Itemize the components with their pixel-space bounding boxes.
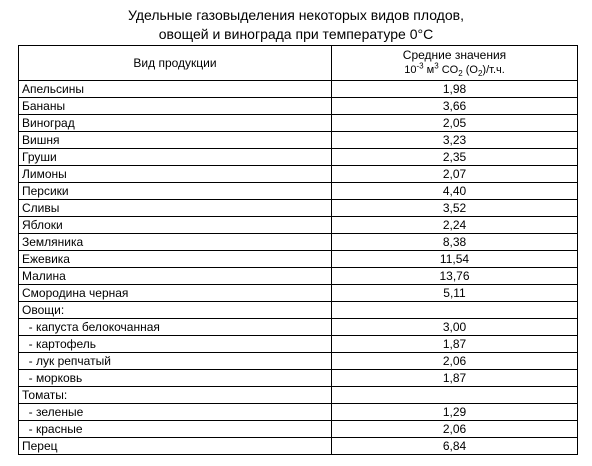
average-value-cell: 13,76 [332,268,578,285]
average-value-cell: 6,84 [332,438,578,455]
average-value-cell: 1,87 [332,370,578,387]
header-unit: $10^{-3}$ $м^3$ $CO_2$ $(O_2)/т.ч$. [404,61,505,79]
product-name-cell: - зеленые [19,404,332,421]
average-value-cell: 2,06 [332,421,578,438]
average-value-cell: 1,29 [332,404,578,421]
table-row [19,98,578,115]
table-row [19,268,578,285]
product-name-cell: - морковь [19,370,332,387]
table-row [19,438,578,455]
product-name-cell: - капуста белокочанная [19,319,332,336]
table-row [19,421,578,438]
average-value-cell: 3,66 [332,98,578,115]
product-name-cell: Ежевика [19,251,332,268]
product-name-cell: Бананы [19,98,332,115]
product-name-cell: Томаты: [19,387,332,404]
header-average-values-label: Средние значения [402,48,507,62]
table-row [19,81,578,98]
average-value-cell: 8,38 [332,234,578,251]
average-value-cell [332,302,578,319]
table-row [19,132,578,149]
product-name-cell: Земляника [19,234,332,251]
average-value-cell: 1,98 [332,81,578,98]
table-title [0,6,592,44]
table-row [19,217,578,234]
average-value-cell: 2,24 [332,217,578,234]
table-row [19,387,578,404]
average-value-cell [332,387,578,404]
average-value-cell: 4,40 [332,183,578,200]
average-value-cell: 2,35 [332,149,578,166]
average-value-cell: 5,11 [332,285,578,302]
product-name-cell: - красные [19,421,332,438]
product-name-cell: Сливы [19,200,332,217]
average-value-cell: 11,54 [332,251,578,268]
product-name-cell: Персики [19,183,332,200]
product-name-cell: Виноград [19,115,332,132]
table-row [19,251,578,268]
table-row [19,166,578,183]
average-value-cell: 2,06 [332,353,578,370]
table-row [19,200,578,217]
average-value-cell: 2,05 [332,115,578,132]
average-value-cell: 3,00 [332,319,578,336]
average-value-cell: 1,87 [332,336,578,353]
table-row [19,234,578,251]
product-name-cell: Смородина черная [19,285,332,302]
table-row [19,183,578,200]
average-value-cell: 3,52 [332,200,578,217]
table-header-row [19,46,578,81]
product-name-cell: Апельсины [19,81,332,98]
table-body [19,81,578,455]
product-name-cell: Груши [19,149,332,166]
product-name-cell: Вишня [19,132,332,149]
table-row [19,353,578,370]
table-row [19,302,578,319]
table-row [19,319,578,336]
gas-emission-table [18,45,578,455]
title-line-2: овощей и винограда при температуре 0°C [158,26,434,42]
product-name-cell: - лук репчатый [19,353,332,370]
table-row [19,370,578,387]
table-row [19,115,578,132]
table-row [19,336,578,353]
product-name-cell: Перец [19,438,332,455]
product-name-cell: - картофель [19,336,332,353]
header-product-type: Вид продукции [19,46,332,81]
table-row [19,404,578,421]
header-average-values [332,46,578,81]
product-name-cell: Лимоны [19,166,332,183]
product-name-cell: Яблоки [19,217,332,234]
average-value-cell: 2,07 [332,166,578,183]
product-name-cell: Овощи: [19,302,332,319]
title-line-1: Удельные газовыделения некоторых видов плодов, [128,7,464,23]
average-value-cell: 3,23 [332,132,578,149]
table-row [19,285,578,302]
table-row [19,149,578,166]
product-name-cell: Малина [19,268,332,285]
